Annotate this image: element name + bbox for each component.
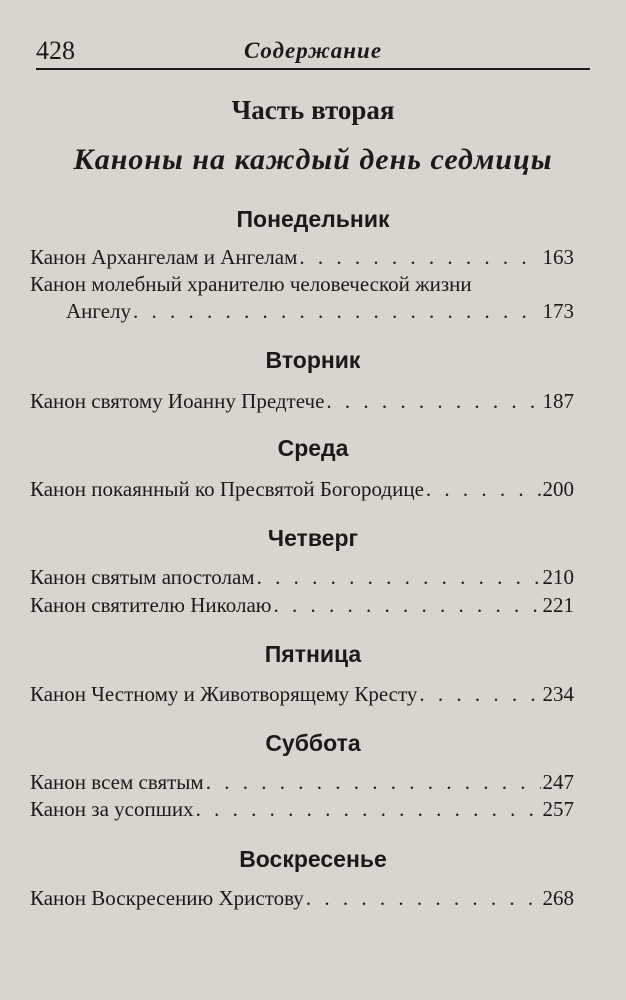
- toc-entry-page: 247: [542, 770, 574, 794]
- toc-entry-title: Канон Честному и Животворящему Кресту: [30, 682, 418, 706]
- toc-entry-title: Канон святому Иоанну Предтече: [30, 389, 325, 413]
- leader-dots: [133, 299, 540, 324]
- day-heading-tuesday: Вторник: [265, 347, 361, 373]
- toc-entry-title-line1: Канон молебный хранителю человеческой жизни: [30, 272, 472, 296]
- toc-entry-title: Канон всем святым: [30, 770, 204, 794]
- leader-dots: [306, 886, 541, 911]
- toc-entry[interactable]: [30, 565, 574, 593]
- toc-entry[interactable]: [30, 682, 574, 710]
- header-rule: [36, 68, 590, 70]
- toc-entry-page: 257: [542, 797, 574, 821]
- day-heading-thursday: Четверг: [267, 525, 359, 551]
- toc-entry[interactable]: [30, 797, 574, 825]
- toc-entry-title: Ангелу: [66, 299, 132, 323]
- toc-entry[interactable]: [66, 299, 574, 327]
- toc-entry-page: 173: [542, 299, 574, 323]
- leader-dots: [206, 770, 541, 795]
- part-heading: Часть вторая: [231, 95, 395, 125]
- toc-entry-page: 268: [542, 886, 574, 910]
- toc-entry[interactable]: [30, 245, 574, 273]
- leader-dots: [273, 593, 540, 618]
- running-title: Содержание: [243, 38, 383, 63]
- leader-dots: [419, 682, 540, 707]
- toc-entry[interactable]: [30, 886, 574, 914]
- toc-entry-title: Канон Архангелам и Ангелам: [30, 245, 298, 269]
- day-heading-wednesday: Среда: [277, 435, 349, 461]
- toc-entry[interactable]: [30, 593, 574, 621]
- section-subtitle: Каноны на каждый день седмицы: [73, 143, 553, 176]
- toc-entry-page: 234: [542, 682, 574, 706]
- toc-entry-title: Канон за усопших: [30, 797, 194, 821]
- toc-entry-title: Канон святителю Николаю: [30, 593, 272, 617]
- toc-entry-page: 210: [542, 565, 574, 589]
- day-heading-sunday: Воскресенье: [239, 846, 387, 872]
- page-number: 428: [36, 36, 75, 65]
- toc-entry-page: 163: [542, 245, 574, 269]
- toc-entry-title: Канон покаянный ко Пресвятой Богородице: [30, 477, 424, 501]
- running-header: [36, 36, 590, 66]
- toc-entry-title: Канон святым апостолам: [30, 565, 255, 589]
- toc-entry-page: 221: [542, 593, 574, 617]
- toc-entry-page: 200: [542, 477, 574, 501]
- day-heading-monday: Понедельник: [236, 206, 390, 232]
- toc-entry-page: 187: [542, 389, 574, 413]
- leader-dots: [257, 565, 541, 590]
- toc-entry[interactable]: [30, 770, 574, 798]
- leader-dots: [326, 389, 540, 414]
- toc-entry-title: Канон Воскресению Христову: [30, 886, 304, 910]
- day-heading-friday: Пятница: [264, 641, 362, 667]
- leader-dots: [299, 245, 540, 270]
- toc-entry[interactable]: [30, 389, 574, 417]
- leader-dots: [426, 477, 541, 502]
- leader-dots: [196, 797, 541, 822]
- toc-entry[interactable]: [30, 477, 574, 505]
- day-heading-saturday: Суббота: [265, 730, 361, 756]
